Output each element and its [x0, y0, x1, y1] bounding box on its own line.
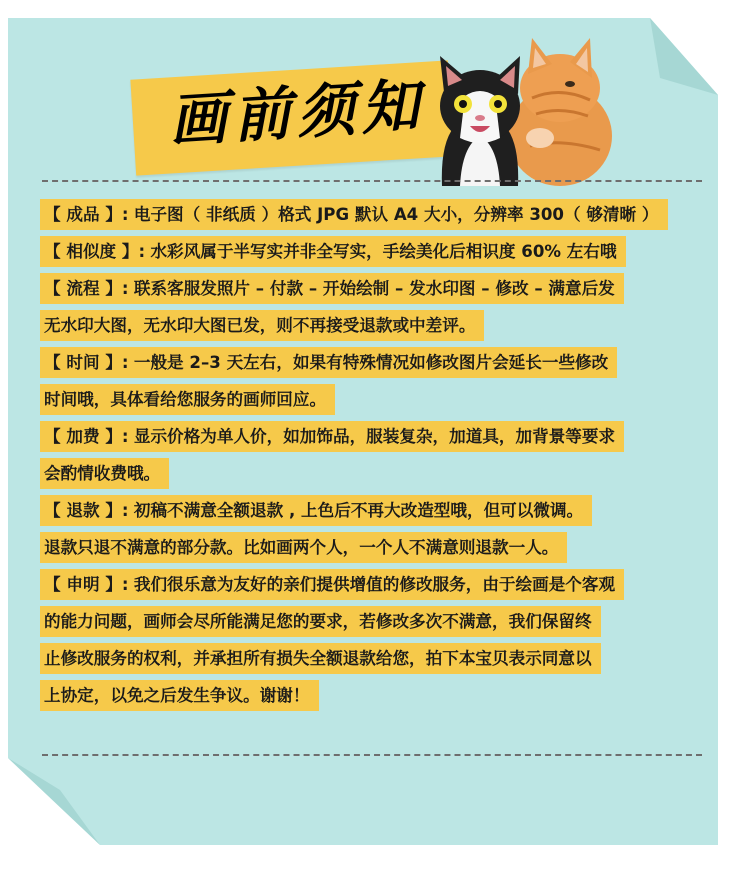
notice-line — [40, 347, 720, 378]
notice-list — [40, 199, 720, 717]
notice-highlight — [40, 606, 601, 637]
notice-highlight — [40, 421, 624, 452]
section-text: 显示价格为单人价，如加饰品，服装复杂，加道具，加背景等要求 — [133, 427, 616, 446]
notice-line — [40, 458, 720, 489]
notice-line — [40, 643, 720, 674]
black-white-cat-icon — [440, 56, 520, 186]
section-text: 初稿不满意全额退款 , 上色后不再大改造型哦，但可以微调。 — [133, 501, 584, 520]
section-label-process: 【 流程 】: — [44, 279, 129, 298]
notice-highlight — [40, 199, 668, 230]
cats-illustration-icon — [420, 26, 620, 186]
notice-highlight — [40, 384, 335, 415]
notice-line — [40, 310, 720, 341]
notice-line — [40, 606, 720, 637]
notice-highlight — [40, 458, 169, 489]
page-title: 画前须知 — [167, 71, 427, 155]
notice-line — [40, 569, 720, 600]
section-text: 的能力问题，画师会尽所能满足您的要求，若修改多次不满意，我们保留终 — [44, 612, 592, 631]
notice-highlight — [40, 236, 626, 267]
notice-highlight — [40, 273, 624, 304]
notice-line — [40, 495, 720, 526]
notice-line — [40, 236, 720, 267]
notice-highlight — [40, 680, 319, 711]
section-text: 时间哦，具体看给您服务的画师回应。 — [44, 390, 327, 409]
section-text: 退款只退不满意的部分款。比如画两个人，一个人不满意则退款一人。 — [44, 538, 559, 557]
section-text: 联系客服发照片 – 付款 – 开始绘制 – 发水印图 – 修改 – 满意后发 — [133, 279, 615, 298]
notice-line — [40, 532, 720, 563]
section-label-similarity: 【 相似度 】: — [44, 242, 146, 261]
section-label-extra-fee: 【 加费 】: — [44, 427, 129, 446]
section-label-statement: 【 申明 】: — [44, 575, 129, 594]
notice-line — [40, 680, 720, 711]
section-text: 一般是 2–3 天左右，如果有特殊情况如修改图片会延长一些修改 — [133, 353, 609, 372]
section-text: 水彩风属于半写实并非全写实，手绘美化后相识度 60% 左右哦 — [150, 242, 617, 261]
notice-highlight — [40, 569, 624, 600]
section-label-finished: 【 成品 】: — [44, 205, 129, 224]
notice-line — [40, 384, 720, 415]
notice-line — [40, 421, 720, 452]
section-text: 上协定，以免之后发生争议。谢谢！ — [44, 686, 310, 705]
notice-highlight — [40, 347, 617, 378]
section-label-refund: 【 退款 】: — [44, 501, 129, 520]
notice-highlight — [40, 532, 567, 563]
section-text: 电子图（ 非纸质 ）格式 JPG 默认 A4 大小，分辨率 300（ 够清晰 ） — [133, 205, 659, 224]
notice-highlight — [40, 643, 601, 674]
notice-highlight — [40, 495, 592, 526]
section-text: 会酌情收费哦。 — [44, 464, 161, 483]
section-text: 止修改服务的权利，并承担所有损失全额退款给您，拍下本宝贝表示同意以 — [44, 649, 592, 668]
bottom-dashed-divider — [42, 754, 702, 756]
notice-line — [40, 199, 720, 230]
notice-highlight — [40, 310, 484, 341]
section-label-time: 【 时间 】: — [44, 353, 129, 372]
section-text: 我们很乐意为友好的亲们提供增值的修改服务，由于绘画是个客观 — [133, 575, 616, 594]
orange-cat-icon — [508, 38, 612, 186]
notice-line — [40, 273, 720, 304]
section-text: 无水印大图，无水印大图已发，则不再接受退款或中差评。 — [44, 316, 476, 335]
top-dashed-divider — [42, 180, 702, 182]
